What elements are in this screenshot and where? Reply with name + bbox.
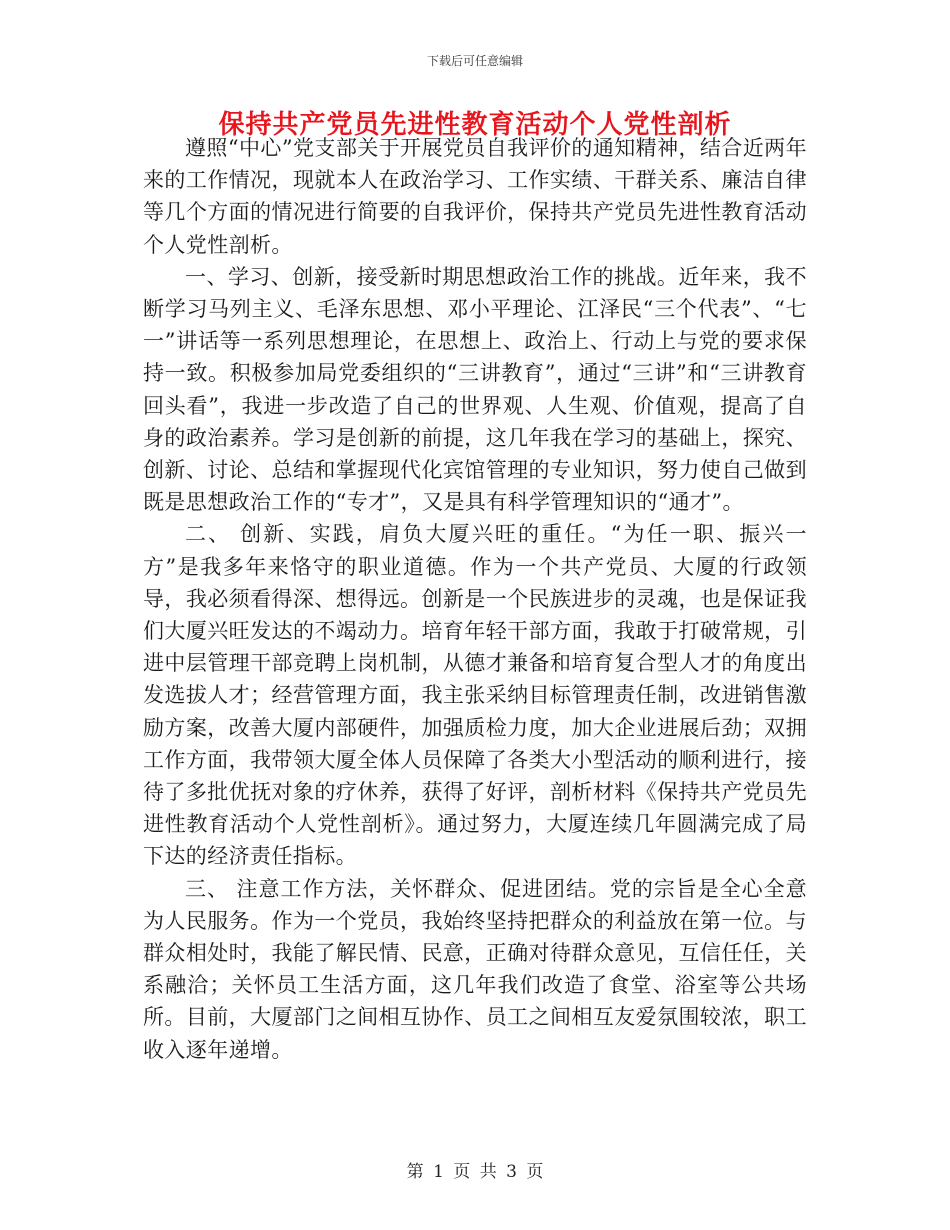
paragraph-section-2: 二、 创新、实践，肩负大厦兴旺的重任。“为任一职、振兴一方”是我多年来恪守的职业道德。作为一个共产党员、大厦的行政领导，我必须看得深、想得远。创新是一个民族进步的灵魂，也是保证我们大厦兴旺发达的不竭动力。培育年轻干部方面，我敢于打破常规，引进中层管理干部竞聘上岗机制，从德才兼备和培育复合型人才的角度出发选拔人才；经营管理方面，我主张采纳目标管理责任制，改进销售激励方案，改善大厦内部硬件，加强质检力度，加大企业进展后劲；双拥工作方面，我带领大厦全体人员保障了各类大小型活动的顺利进行，接待了多批优抚对象的疗休养，获得了好评，剖析材料《保持共产党员先进性教育活动个人党性剖析》。通过努力，大厦连续几年圆满完成了局下达的经济责任指标。 (143, 522, 807, 869)
page-header-note: 下载后可任意编辑 (426, 54, 523, 68)
page-number: 第 1 页 共 3 页 (406, 1162, 544, 1182)
paragraph-intro: 遵照“中心”党支部关于开展党员自我评价的通知精神，结合近两年来的工作情况，现就本人在政治学习、工作实绩、干群关系、廉洁自律等几个方面的情况进行简要的自我评价，保持共产党员先进性教育活动个人党性剖析。 (143, 136, 807, 257)
paragraph-section-3: 三、 注意工作方法，关怀群众、促进团结。党的宗旨是全心全意为人民服务。作为一个党员，我始终坚持把群众的利益放在第一位。与群众相处时，我能了解民情、民意，正确对待群众意见，互信任任，关系融洽；关怀员工生活方面，这几年我们改造了食堂、浴室等公共场所。目前，大厦部门之间相互协作、员工之间相互友爱氛围较浓，职工收入逐年递增。 (143, 876, 807, 1062)
document-title: 保持共产党员先进性教育活动个人党性剖析 (218, 110, 732, 140)
document-body (143, 132, 807, 1066)
paragraph-section-1: 一、学习、创新，接受新时期思想政治工作的挑战。近年来，我不断学习马列主义、毛泽东思想、邓小平理论、江泽民“三个代表”、“七一”讲话等一系列思想理论，在思想上、政治上、行动上与党的要求保持一致。积极参加局党委组织的“三讲教育”，通过“三讲”和“三讲教育回头看”，我进一步改造了自己的世界观、人生观、价值观，提高了自身的政治素养。学习是创新的前提，这几年我在学习的基础上，探究、创新、讨论、总结和掌握现代化宾馆管理的专业知识，努力使自己做到既是思想政治工作的“专才”，又是具有科学管理知识的“通才”。 (143, 264, 807, 515)
